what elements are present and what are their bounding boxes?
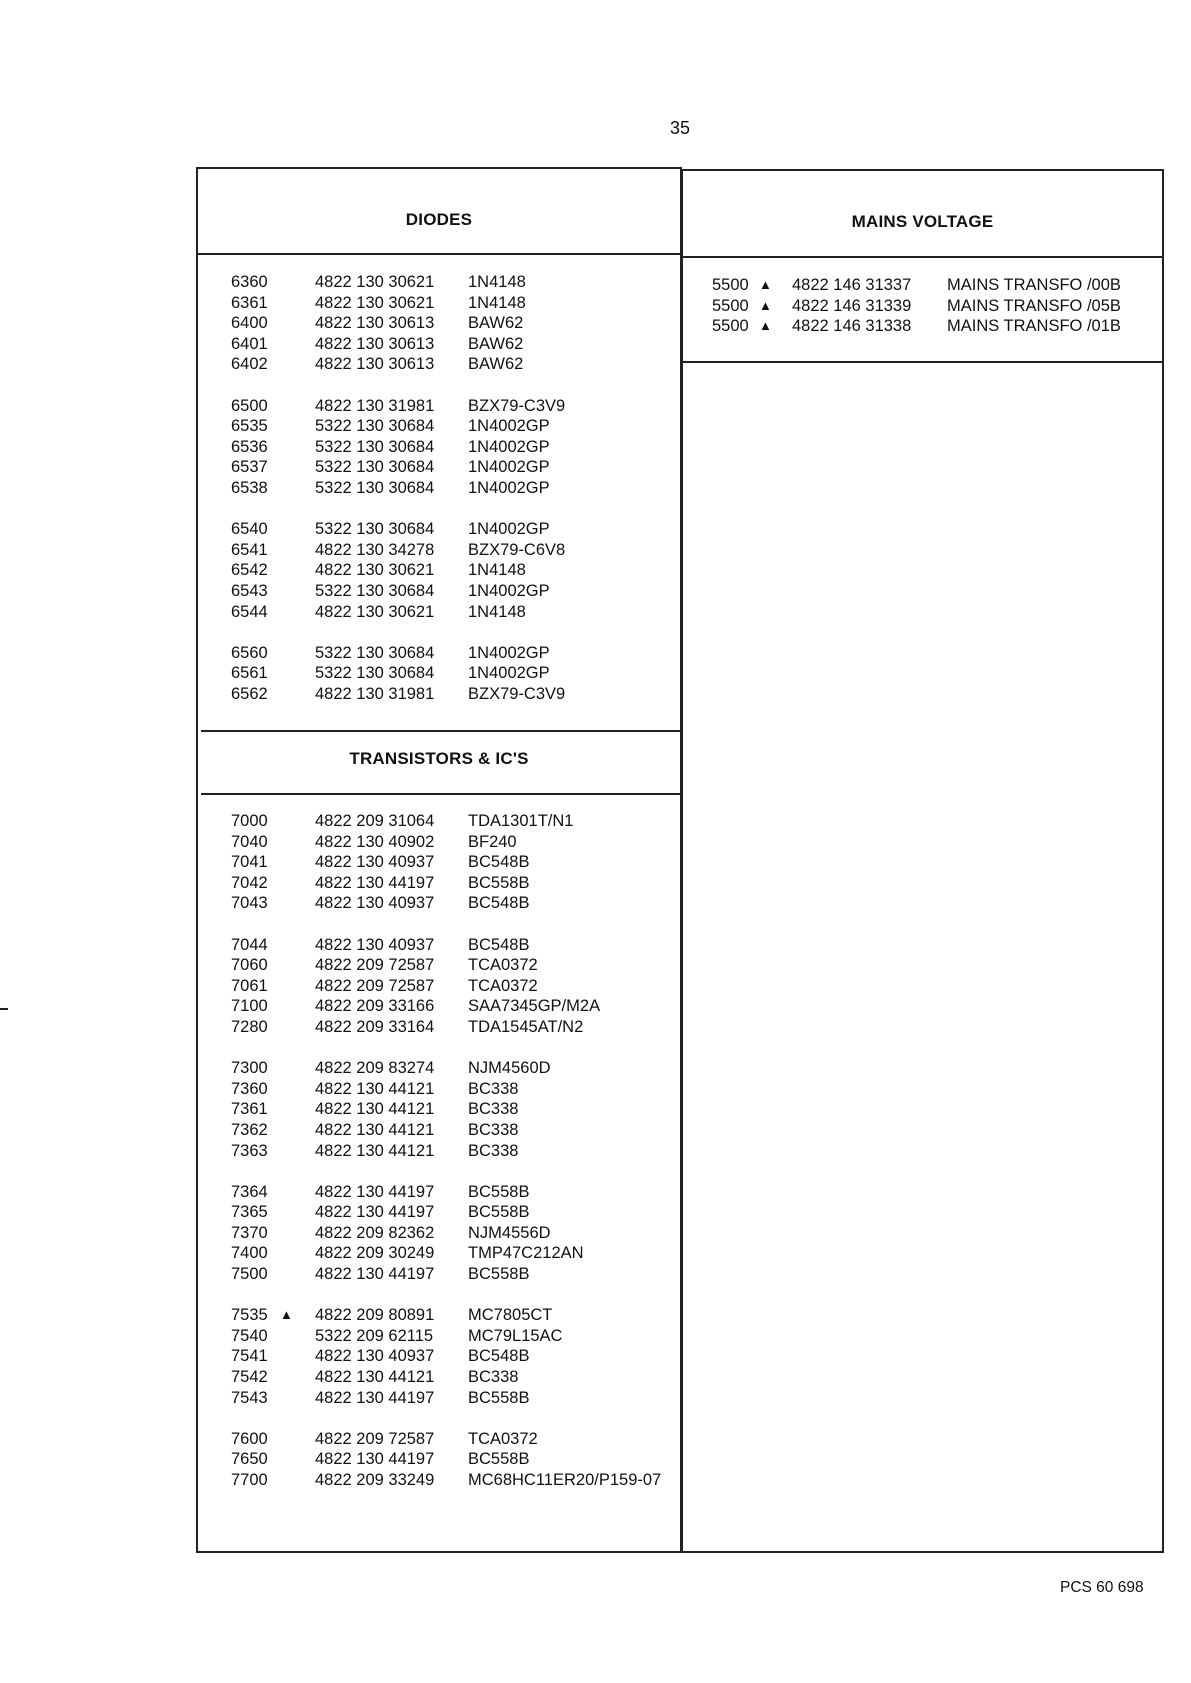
item-ref: 7280 — [231, 1017, 268, 1036]
group-spacer — [231, 1161, 671, 1182]
part-row — [231, 272, 671, 293]
part-code: 5322 130 30684 — [315, 417, 435, 436]
part-type: BZX79-C3V9 — [468, 684, 566, 703]
part-code: 4822 130 30621 — [315, 602, 435, 621]
part-code: 4822 130 44121 — [315, 1141, 435, 1160]
part-type: BC338 — [468, 1141, 519, 1160]
part-row — [231, 955, 671, 976]
footer-code: PCS 60 698 — [1060, 1579, 1144, 1596]
part-type: 1N4148 — [468, 273, 526, 291]
part-type: BZX79-C3V9 — [468, 396, 566, 415]
part-row — [712, 316, 1162, 337]
part-code: 4822 130 44197 — [315, 1265, 435, 1284]
item-ref: 7360 — [231, 1079, 268, 1098]
part-code: 4822 130 44197 — [315, 1203, 435, 1222]
part-row — [231, 416, 671, 437]
part-code: 4822 130 44121 — [315, 1120, 435, 1139]
part-code: 4822 146 31338 — [792, 317, 912, 336]
item-ref: 5500 — [712, 296, 749, 315]
part-code: 4822 130 40937 — [315, 853, 435, 872]
item-ref: 6540 — [231, 520, 268, 539]
item-ref: 6543 — [231, 581, 268, 600]
item-ref: 7042 — [231, 873, 268, 892]
part-code: 4822 209 72587 — [315, 956, 435, 975]
item-ref: 7040 — [231, 832, 268, 851]
part-row — [231, 1264, 671, 1285]
part-row — [231, 1326, 671, 1347]
part-type: MC79L15AC — [468, 1326, 563, 1345]
item-ref: 7043 — [231, 894, 268, 913]
part-type: TCA0372 — [468, 976, 538, 995]
part-type: 1N4002GP — [468, 643, 550, 662]
part-code: 4822 130 44121 — [315, 1368, 435, 1387]
part-row — [231, 396, 671, 417]
part-row — [231, 1182, 671, 1203]
part-type: BC558B — [468, 1450, 530, 1469]
part-code: 4822 130 30621 — [315, 273, 435, 291]
part-code: 4822 130 44121 — [315, 1079, 435, 1098]
part-row — [231, 540, 671, 561]
part-code: 4822 209 33166 — [315, 997, 435, 1016]
part-row — [231, 1470, 671, 1491]
part-code: 4822 130 30613 — [315, 334, 435, 353]
part-type: TMP47C212AN — [468, 1244, 584, 1263]
item-ref: 6561 — [231, 664, 268, 683]
part-code: 4822 130 40937 — [315, 1347, 435, 1366]
part-code: 5322 130 30684 — [315, 664, 435, 683]
part-code: 4822 130 44197 — [315, 1182, 435, 1201]
item-ref: 6537 — [231, 458, 268, 477]
part-row — [231, 293, 671, 314]
item-ref: 7370 — [231, 1223, 268, 1242]
group-spacer — [231, 499, 671, 520]
item-ref: 7543 — [231, 1388, 268, 1407]
part-type: BC548B — [468, 1347, 530, 1366]
safety-triangle-icon: ▲ — [759, 297, 772, 313]
part-description: MAINS TRANSFO /01B — [947, 317, 1121, 336]
item-ref: 6536 — [231, 437, 268, 456]
part-row — [231, 1202, 671, 1223]
item-ref: 7000 — [231, 812, 268, 830]
mains-list — [712, 275, 1162, 337]
part-row — [231, 1058, 671, 1079]
group-spacer — [231, 914, 671, 935]
part-row — [231, 560, 671, 581]
part-row — [712, 275, 1162, 296]
part-row — [231, 457, 671, 478]
part-type: 1N4002GP — [468, 458, 550, 477]
part-type: NJM4560D — [468, 1059, 551, 1078]
part-row — [231, 1429, 671, 1450]
part-type: 1N4002GP — [468, 478, 550, 497]
part-code: 4822 130 31981 — [315, 684, 435, 703]
part-code: 4822 209 83274 — [315, 1059, 435, 1078]
part-code: 5322 130 30684 — [315, 437, 435, 456]
transistors-list — [231, 811, 671, 1491]
part-type: TDA1545AT/N2 — [468, 1017, 584, 1036]
item-ref: 5500 — [712, 317, 749, 336]
part-type: 1N4148 — [468, 293, 526, 312]
part-description: MAINS TRANSFO /00B — [947, 276, 1121, 294]
item-ref: 6402 — [231, 355, 268, 374]
part-row — [231, 684, 671, 705]
part-row — [231, 1305, 671, 1326]
part-code: 4822 209 30249 — [315, 1244, 435, 1263]
part-code: 4822 130 44197 — [315, 1388, 435, 1407]
item-ref: 6541 — [231, 540, 268, 559]
part-code: 4822 130 34278 — [315, 540, 435, 559]
item-ref: 7044 — [231, 935, 268, 954]
part-type: TCA0372 — [468, 1429, 538, 1448]
part-type: 1N4002GP — [468, 520, 550, 539]
part-type: BC338 — [468, 1100, 519, 1119]
part-row — [231, 519, 671, 540]
part-type: BF240 — [468, 832, 517, 851]
part-code: 4822 209 72587 — [315, 1429, 435, 1448]
part-row — [231, 832, 671, 853]
part-code: 4822 209 80891 — [315, 1306, 435, 1325]
part-type: 1N4002GP — [468, 437, 550, 456]
part-code: 4822 209 33164 — [315, 1017, 435, 1036]
item-ref: 7700 — [231, 1471, 268, 1489]
part-row — [231, 1388, 671, 1409]
item-ref: 7061 — [231, 976, 268, 995]
part-row — [231, 643, 671, 664]
part-row — [231, 1243, 671, 1264]
part-code: 4822 130 40937 — [315, 935, 435, 954]
part-code: 4822 130 30613 — [315, 355, 435, 374]
part-row — [231, 1141, 671, 1162]
part-type: BAW62 — [468, 314, 524, 333]
item-ref: 6535 — [231, 417, 268, 436]
part-code: 4822 130 44121 — [315, 1100, 435, 1119]
item-ref: 7363 — [231, 1141, 268, 1160]
part-row — [231, 1079, 671, 1100]
item-ref: 6538 — [231, 478, 268, 497]
part-code: 4822 146 31339 — [792, 296, 912, 315]
item-ref: 6401 — [231, 334, 268, 353]
part-type: BC558B — [468, 1182, 530, 1201]
item-ref: 6361 — [231, 293, 268, 312]
part-row — [231, 663, 671, 684]
part-row — [231, 1099, 671, 1120]
item-ref: 7535 — [231, 1306, 268, 1325]
transistors-header-divider — [201, 793, 682, 795]
part-code: 4822 209 33249 — [315, 1471, 435, 1489]
part-row — [231, 334, 671, 355]
part-type: 1N4002GP — [468, 581, 550, 600]
item-ref: 7365 — [231, 1203, 268, 1222]
part-row — [231, 976, 671, 997]
part-code: 4822 209 82362 — [315, 1223, 435, 1242]
mains-title: MAINS VOLTAGE — [851, 212, 994, 231]
part-code: 4822 209 31064 — [315, 812, 435, 830]
part-type: TCA0372 — [468, 956, 538, 975]
part-row — [231, 602, 671, 623]
item-ref: 7041 — [231, 853, 268, 872]
part-row — [231, 354, 671, 375]
part-code: 5322 130 30684 — [315, 643, 435, 662]
part-row — [231, 1346, 671, 1367]
part-type: BC558B — [468, 1388, 530, 1407]
mains-bottom-divider — [682, 361, 1164, 363]
part-row — [231, 581, 671, 602]
transistors-top-divider — [201, 730, 682, 732]
part-row — [231, 1449, 671, 1470]
group-spacer — [231, 375, 671, 396]
part-type: BC338 — [468, 1120, 519, 1139]
part-code: 5322 130 30684 — [315, 581, 435, 600]
diodes-title: DIODES — [405, 210, 473, 229]
part-code: 4822 130 40937 — [315, 894, 435, 913]
item-ref: 6562 — [231, 684, 268, 703]
part-row — [231, 996, 671, 1017]
part-code: 4822 209 72587 — [315, 976, 435, 995]
part-row — [231, 935, 671, 956]
part-row — [231, 1367, 671, 1388]
part-code: 4822 146 31337 — [792, 276, 912, 294]
part-row — [231, 852, 671, 873]
part-row — [231, 313, 671, 334]
item-ref: 7542 — [231, 1368, 268, 1387]
item-ref: 6560 — [231, 643, 268, 662]
part-type: 1N4148 — [468, 602, 526, 621]
part-row — [231, 811, 671, 832]
part-code: 4822 130 40902 — [315, 832, 435, 851]
item-ref: 7361 — [231, 1100, 268, 1119]
item-ref: 6542 — [231, 561, 268, 580]
item-ref: 7060 — [231, 956, 268, 975]
item-ref: 7500 — [231, 1265, 268, 1284]
group-spacer — [231, 622, 671, 643]
item-ref: 6544 — [231, 602, 268, 621]
item-ref: 7400 — [231, 1244, 268, 1263]
part-type: BAW62 — [468, 355, 524, 374]
part-code: 5322 209 62115 — [315, 1326, 434, 1345]
part-type: SAA7345GP/M2A — [468, 997, 601, 1016]
part-type: 1N4002GP — [468, 417, 550, 436]
part-row — [231, 437, 671, 458]
part-row — [712, 296, 1162, 317]
part-description: MAINS TRANSFO /05B — [947, 296, 1121, 315]
item-ref: 7600 — [231, 1429, 268, 1448]
group-spacer — [231, 1038, 671, 1059]
part-row — [231, 1017, 671, 1038]
part-code: 4822 130 44197 — [315, 1450, 435, 1469]
part-type: BC338 — [468, 1079, 519, 1098]
part-type: BC548B — [468, 853, 530, 872]
item-ref: 7364 — [231, 1182, 268, 1201]
safety-triangle-icon: ▲ — [759, 318, 772, 334]
page-number: 35 — [669, 118, 691, 138]
part-type: BZX79-C6V8 — [468, 540, 566, 559]
part-type: 1N4148 — [468, 561, 526, 580]
item-ref: 7541 — [231, 1347, 268, 1366]
safety-triangle-icon: ▲ — [280, 1307, 293, 1323]
part-row — [231, 873, 671, 894]
part-type: BC558B — [468, 1203, 530, 1222]
part-code: 4822 130 30621 — [315, 293, 435, 312]
item-ref: 6500 — [231, 396, 268, 415]
item-ref: 7650 — [231, 1450, 268, 1469]
right-column-frame — [681, 169, 1164, 1553]
part-code: 4822 130 31981 — [315, 396, 435, 415]
diodes-header-divider — [197, 253, 682, 255]
item-ref: 7362 — [231, 1120, 268, 1139]
part-type: NJM4556D — [468, 1223, 551, 1242]
part-type: BC558B — [468, 873, 530, 892]
part-code: 4822 130 44197 — [315, 873, 435, 892]
part-code: 5322 130 30684 — [315, 458, 435, 477]
item-ref: 7540 — [231, 1326, 268, 1345]
part-row — [231, 1223, 671, 1244]
transistors-title: TRANSISTORS & IC'S — [349, 749, 529, 768]
safety-triangle-icon: ▲ — [759, 277, 772, 292]
item-ref: 7300 — [231, 1059, 268, 1078]
part-row — [231, 893, 671, 914]
group-spacer — [231, 1408, 671, 1429]
part-type: BC548B — [468, 935, 530, 954]
part-type: MC68HC11ER20/P159-07 — [468, 1471, 662, 1489]
item-ref: 7100 — [231, 997, 268, 1016]
part-row — [231, 1120, 671, 1141]
part-code: 4822 130 30621 — [315, 561, 435, 580]
part-type: BAW62 — [468, 334, 524, 353]
part-type: BC558B — [468, 1265, 530, 1284]
part-code: 5322 130 30684 — [315, 478, 435, 497]
item-ref: 5500 — [712, 276, 749, 294]
part-code: 5322 130 30684 — [315, 520, 435, 539]
part-type: TDA1301T/N1 — [468, 812, 574, 830]
group-spacer — [231, 1285, 671, 1306]
mains-header-divider — [682, 256, 1164, 258]
part-type: BC338 — [468, 1368, 519, 1387]
part-row — [231, 478, 671, 499]
diodes-list — [231, 272, 671, 704]
part-type: MC7805CT — [468, 1306, 553, 1325]
item-ref: 6400 — [231, 314, 268, 333]
part-type: 1N4002GP — [468, 664, 550, 683]
margin-mark — [0, 1008, 8, 1010]
part-code: 4822 130 30613 — [315, 314, 435, 333]
item-ref: 6360 — [231, 273, 268, 291]
part-type: BC548B — [468, 894, 530, 913]
